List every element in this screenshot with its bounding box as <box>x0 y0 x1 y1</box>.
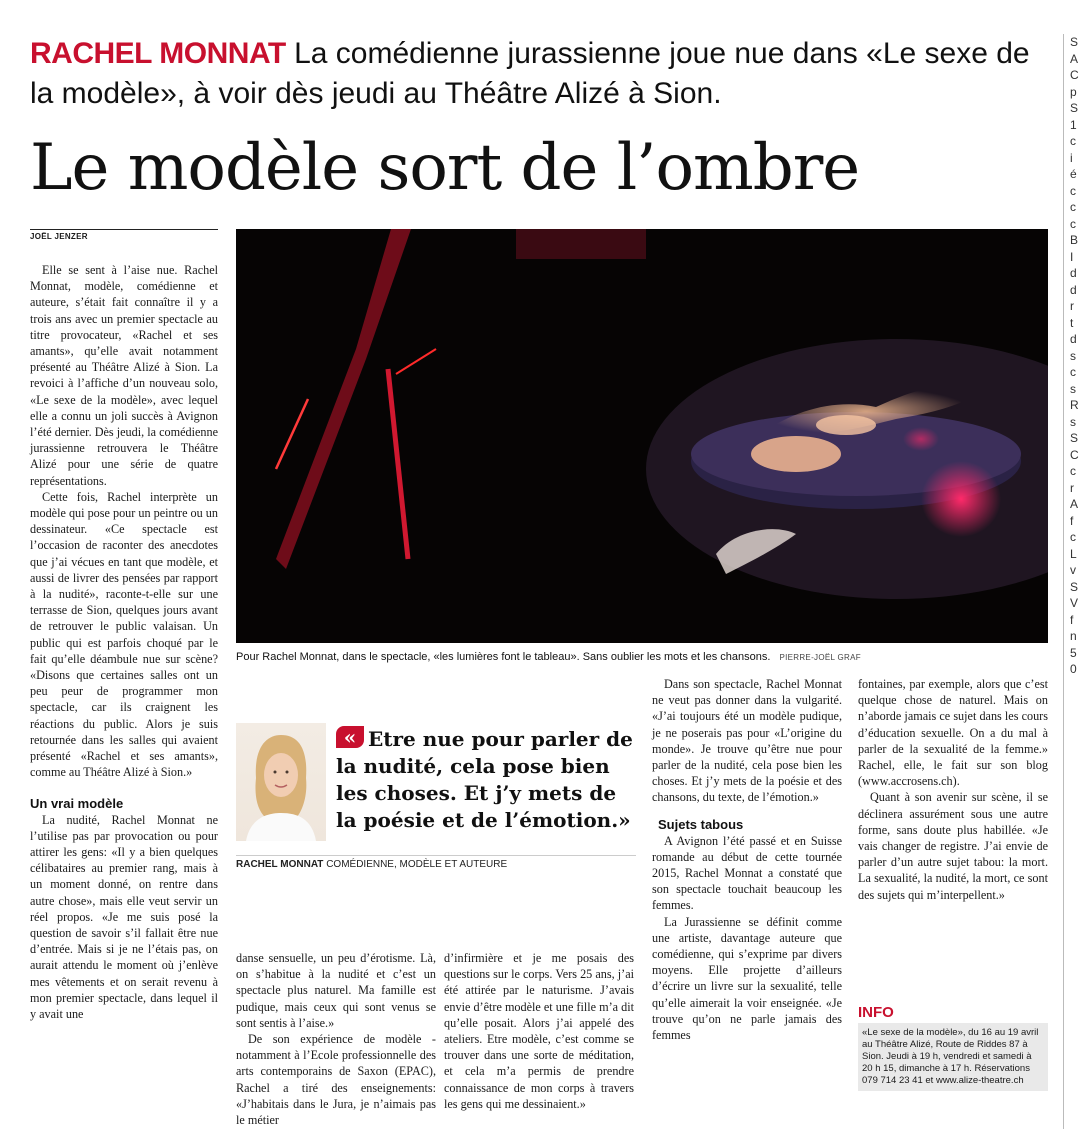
paragraph: Dans son spectacle, Rachel Monnat ne veut pas donner dans la vulgarité. «J’ai toujours été un modèle pudique, je ne poserais pas pour «L’origine du monde». Je trouve qu’être nue pour parler de la nudité, cela pose bien les choses. Et j’y mets de la poésie et des chansons, du texte, de l’émotion.» <box>652 677 842 805</box>
quote-role: COMÉDIENNE, MODÈLE ET AUTEURE <box>326 859 508 870</box>
article-column-2 <box>236 950 436 1128</box>
kicker-name: RACHEL MONNAT <box>30 37 286 70</box>
paragraph: d’infirmière et je me posais des questions sur le corps. Vers 25 ans, j’ai été attirée par le naturisme. J’avais envie d’être modèle et une fille m’a dit qu’elle posait. Alors j’ai appelé des ateliers. Etre modèle, c’est comme se trouver dans une sorte de méditation, et cela m’a permis de prendre connaissance de mon corps à travers les gens qui me dessinaient.» <box>444 951 634 1111</box>
kicker <box>30 34 1040 114</box>
quote-attribution <box>236 855 636 870</box>
paragraph: A Avignon l’été passé et en Suisse romande au début de cette tournée 2015, Rachel Monnat a constaté que son spectacle touchait beaucoup les femmes. <box>652 833 842 913</box>
info-text: «Le sexe de la modèle», du 16 au 19 avril au Théâtre Alizé, Route de Riddes 87 à Sion. Jeudi à 19 h, vendredi et samedi à 20 h 15, dimanche à 17 h. Réservations 079 714 23 41 et www.alize-theatre.ch <box>858 1023 1048 1091</box>
author-portrait <box>236 723 326 841</box>
article-column-3 <box>444 950 634 1112</box>
quote-name: RACHEL MONNAT <box>236 859 324 870</box>
author-byline: JOËL JENZER <box>30 229 218 241</box>
info-title: INFO <box>858 1004 894 1021</box>
photo-caption <box>236 651 1048 663</box>
page-title: Le modèle sort de l’ombre <box>30 131 860 205</box>
stage-photo-art <box>236 229 1048 643</box>
adjacent-article-edge: S A C p S 1 c i é c c c B I d d r t d s c s R s S C c r A f c L v S V f n 5 0 <box>1070 35 1079 676</box>
subheading: Un vrai modèle <box>30 795 124 811</box>
quote-text: Etre nue pour parler de la nudité, cela pose bien les choses. Et j’y mets de la poésie et de l’émotion.» <box>336 727 633 832</box>
quote-mark-icon: « <box>336 726 364 748</box>
info-box <box>858 1004 1048 1124</box>
photo-credit: PIERRE-JOËL GRAF <box>779 653 861 662</box>
kicker-text: La comédienne jurassienne joue nue dans «Le sexe de la modèle», à voir dès jeudi au Théâtre Alizé à Sion. <box>30 37 1030 110</box>
column-divider <box>1063 34 1064 1129</box>
paragraph: La nudité, Rachel Monnat ne l’utilise pas par provocation ou pour attirer les gens: «Il y a bien quelques célibataires au premier rang, mais à un moment donné, on rentre dans autre chose», mais elle veut servir un réel propos. «Je me suis posé la question de savoir s’il fallait être nue d’entrée. Mais si je ne l’étais pas, on aurait attendu le moment où j’enlève mes vêtements et on serait revenu à mon premier spectacle, dans lequel il y avait une <box>30 812 218 1021</box>
portrait-art <box>236 723 326 841</box>
article-column-5 <box>858 676 1048 903</box>
paragraph: danse sensuelle, un peu d’érotisme. Là, on s’habitue à la nudité et c’est un spectacle plus naturel. Ma famille est pudique, mais ceux qui sont venus se sont sentis à l’aise.» <box>236 951 436 1030</box>
paragraph: Cette fois, Rachel interprète un modèle qui pose pour un peintre ou un dessinateur. «Ce spectacle est l’occasion de raconter des anecdotes que j’ai vécues en tant que modèle, et aussi de livrer des pensées par rapport à la nudité», raconte-t-elle sur une terrasse de Sion, quelques jours avant de retrouver le public valaisan. Un public qui est parfois choqué par le fait qu’elle déambule nue sur scène? «Disons que certaines salles ont un peu peur de programmer mon spectacle, car ils craignent les réactions du public. Alors je suis retournée dans les salles qui avaient présenté «Rachel et ses amants», comme au Théâtre Alizé à Sion.» <box>30 489 218 780</box>
subheading: Sujets tabous <box>658 816 744 832</box>
paragraph: La Jurassienne se définit comme une artiste, davantage auteure que comédienne, qui s’exprime par divers moyens. Elle projette d’ailleurs d’écrire un livre sur la sexualité, telle qu’elle aimerait la voir enseignée. «Je trouve qu’on ne parle jamais des femmes <box>652 914 842 1043</box>
paragraph: Quant à son avenir sur scène, il se déclinera assurément sous une autre forme, sans doute plus habillée. «Je vais changer de registre. J’ai envie de parler d’un autre sujet tabou: la mort. La sexualité, la nudité, la mort, ce sont des sujets qui m’interpellent.» <box>858 790 1048 902</box>
article-column-4 <box>652 676 842 1043</box>
paragraph: fontaines, par exemple, alors que c’est quelque chose de naturel. Mais on n’aborde jamais ce sujet dans les cours d’éducation sexuelle. On a du mal à parler de la sexualité de la femme.» Rachel, elle, le fait sur son blog (www.accrosens.ch). <box>858 677 1048 789</box>
stage-photo <box>236 229 1048 643</box>
caption-text: Pour Rachel Monnat, dans le spectacle, «les lumières font le tableau». Sans oublier les mots et les chansons. <box>236 651 771 663</box>
pull-quote <box>336 726 636 834</box>
paragraph: Elle se sent à l’aise nue. Rachel Monnat, modèle, comédienne et auteure, s’était fait connaître il y a trois ans avec un premier spectacle au titre provocateur, «Rachel et ses amants», qu’elle avait notamment présenté au Théâtre Alizé à Sion. La revoici à l’affiche d’un nouveau solo, «Le sexe de la modèle», avec lequel elle a connu un joli succès à Avignon l’été dernier. Dès jeudi, la comédienne jurassienne retrouvera le Théâtre Alizé pour une série de quatre représentations. <box>30 263 218 488</box>
paragraph: De son expérience de modèle - notamment à l’Ecole professionnelle des arts contemporains de Saxon (EPAC), Rachel a tiré des enseignements: «J’habitais dans le Jura, je n’aimais pas le métier <box>236 1032 436 1128</box>
article-column-1 <box>30 262 218 1022</box>
